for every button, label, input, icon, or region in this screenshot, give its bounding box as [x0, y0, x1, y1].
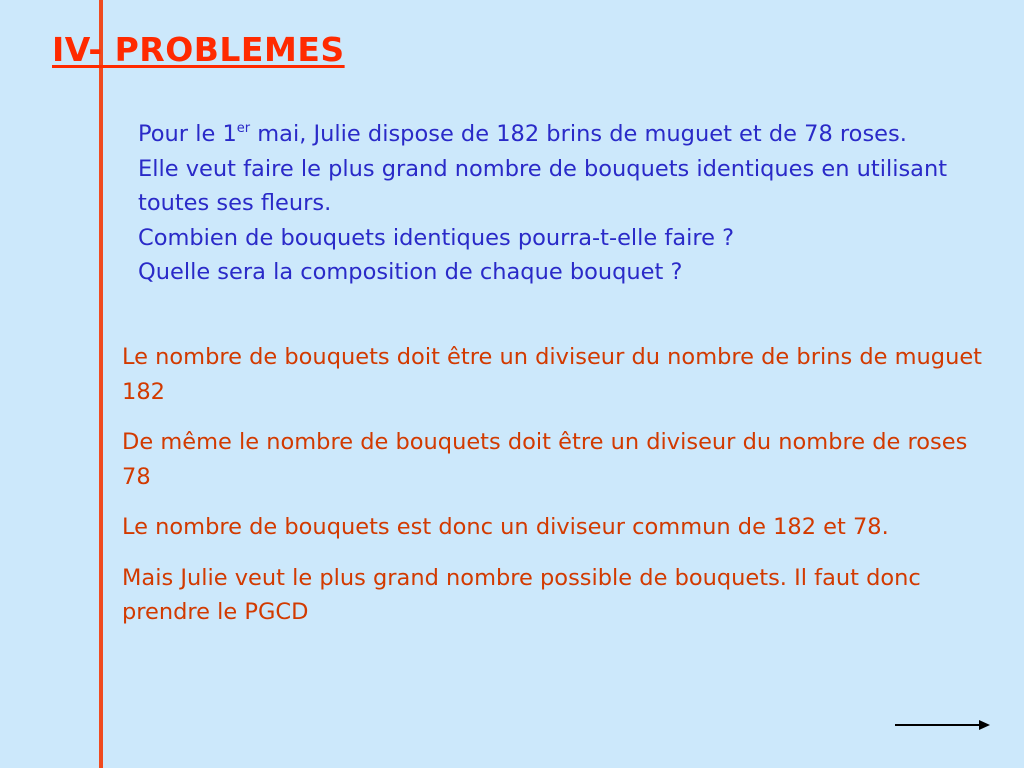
problem-line-1-start: Pour le 1 — [138, 121, 237, 147]
answer-paragraph-3: Le nombre de bouquets est donc un diviseur commun de 182 et 78. — [122, 514, 889, 540]
problem-line-1-end: mai, Julie dispose de 182 brins de muguet et de 78 roses. — [250, 121, 907, 147]
problem-line-4: Quelle sera la composition de chaque bouquet ? — [138, 259, 683, 285]
problem-line-1 — [138, 117, 998, 152]
margin-line — [99, 0, 103, 768]
problem-statement — [138, 117, 998, 290]
problem-line-2: Elle veut faire le plus grand nombre de bouquets identiques en utilisant toutes ses fleurs. — [138, 155, 948, 216]
problem-line-3: Combien de bouquets identiques pourra-t-elle faire ? — [138, 224, 735, 251]
answer-paragraph-2: De même le nombre de bouquets doit être un diviseur du nombre de roses 78 — [122, 429, 968, 490]
slide-title: IV- PROBLEMES — [52, 30, 345, 69]
ordinal-superscript: er — [236, 121, 251, 136]
answer-paragraph-4: Mais Julie veut le plus grand nombre possible de bouquets. Il faut donc prendre le PGCD — [122, 564, 921, 625]
right-arrow-icon[interactable] — [895, 716, 991, 734]
answer-block — [122, 340, 1002, 646]
answer-paragraph-1: Le nombre de bouquets doit être un diviseur du nombre de brins de muguet 182 — [122, 344, 982, 405]
